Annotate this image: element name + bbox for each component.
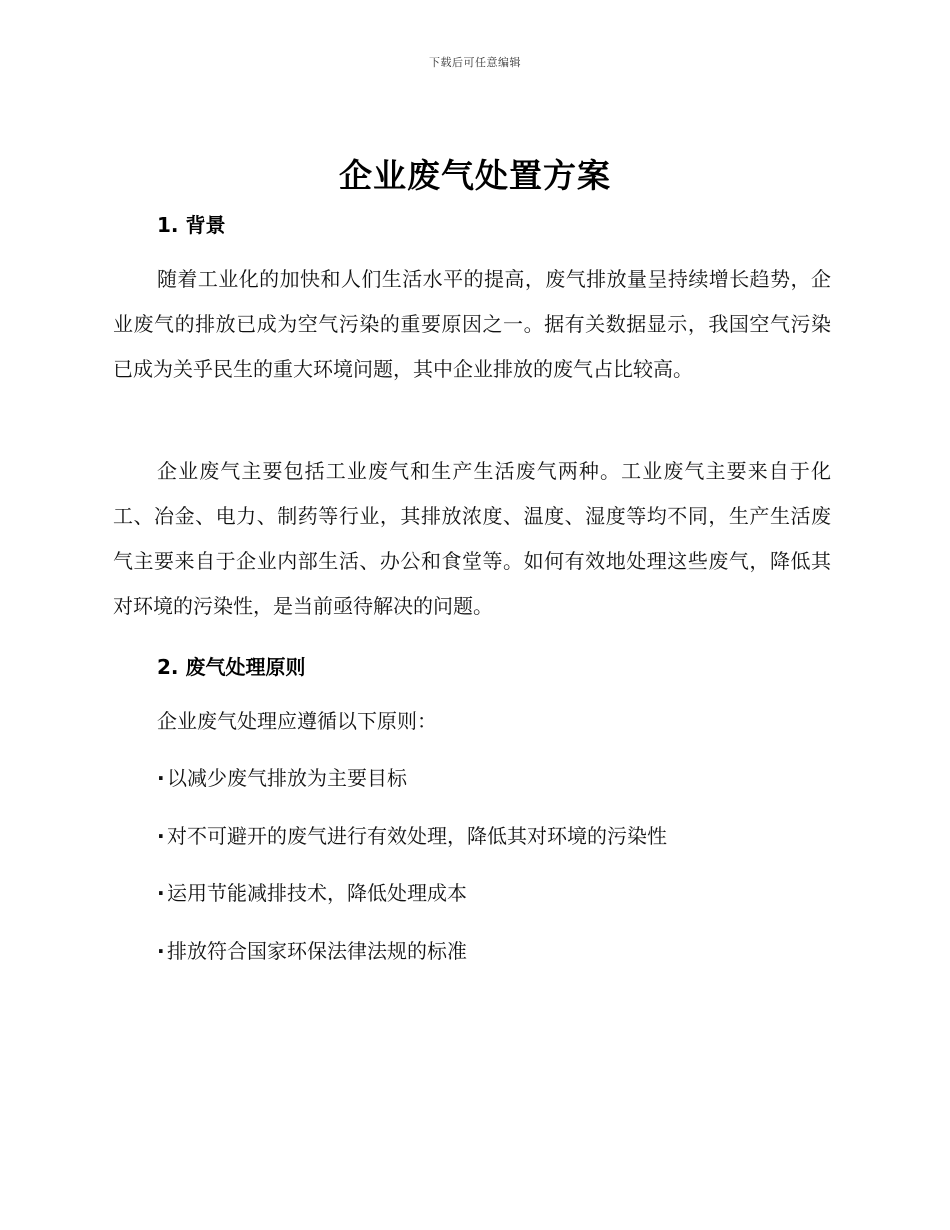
bullet-marker: · bbox=[157, 938, 165, 963]
paragraph-background-2: 企业废气主要包括工业废气和生产生活废气两种。工业废气主要来自于化工、冶金、电力、制药等行业，其排放浓度、温度、湿度等均不同，生产生活废气主要来自于企业内部生活、办公和食堂等。如何有效地处理这些废气，降低其对环境的污染性，是当前亟待解决的问题。 bbox=[113, 459, 831, 618]
list-item-text: 运用节能减排技术，降低处理成本 bbox=[167, 881, 467, 905]
bullet-marker: · bbox=[157, 881, 165, 905]
paragraph-background-1: 随着工业化的加快和人们生活水平的提高，废气排放量呈持续增长趋势，企业废气的排放已成为空气污染的重要原因之一。据有关数据显示，我国空气污染已成为关乎民生的重大环境问题，其中企业排放的废气占比较高。 bbox=[113, 267, 831, 381]
list-item bbox=[157, 871, 667, 916]
list-item-text: 以减少废气排放为主要目标 bbox=[167, 766, 407, 790]
list-item-text: 排放符合国家环保法律法规的标准 bbox=[167, 938, 467, 963]
list-item bbox=[157, 756, 667, 801]
page-title: 企业废气处置方案 bbox=[339, 156, 611, 195]
list-item bbox=[157, 929, 667, 974]
bullet-marker: · bbox=[157, 766, 165, 790]
list-item bbox=[157, 814, 667, 859]
principles-intro: 企业废气处理应遵循以下原则： bbox=[157, 709, 437, 733]
header-note: 下载后可任意编辑 bbox=[429, 56, 521, 69]
section-heading-background: 1. 背景 bbox=[157, 213, 226, 237]
list-item-text: 对不可避开的废气进行有效处理，降低其对环境的污染性 bbox=[167, 823, 667, 848]
section-heading-principles: 2. 废气处理原则 bbox=[157, 655, 306, 679]
bullet-marker: · bbox=[157, 823, 165, 848]
principles-list bbox=[157, 756, 667, 986]
